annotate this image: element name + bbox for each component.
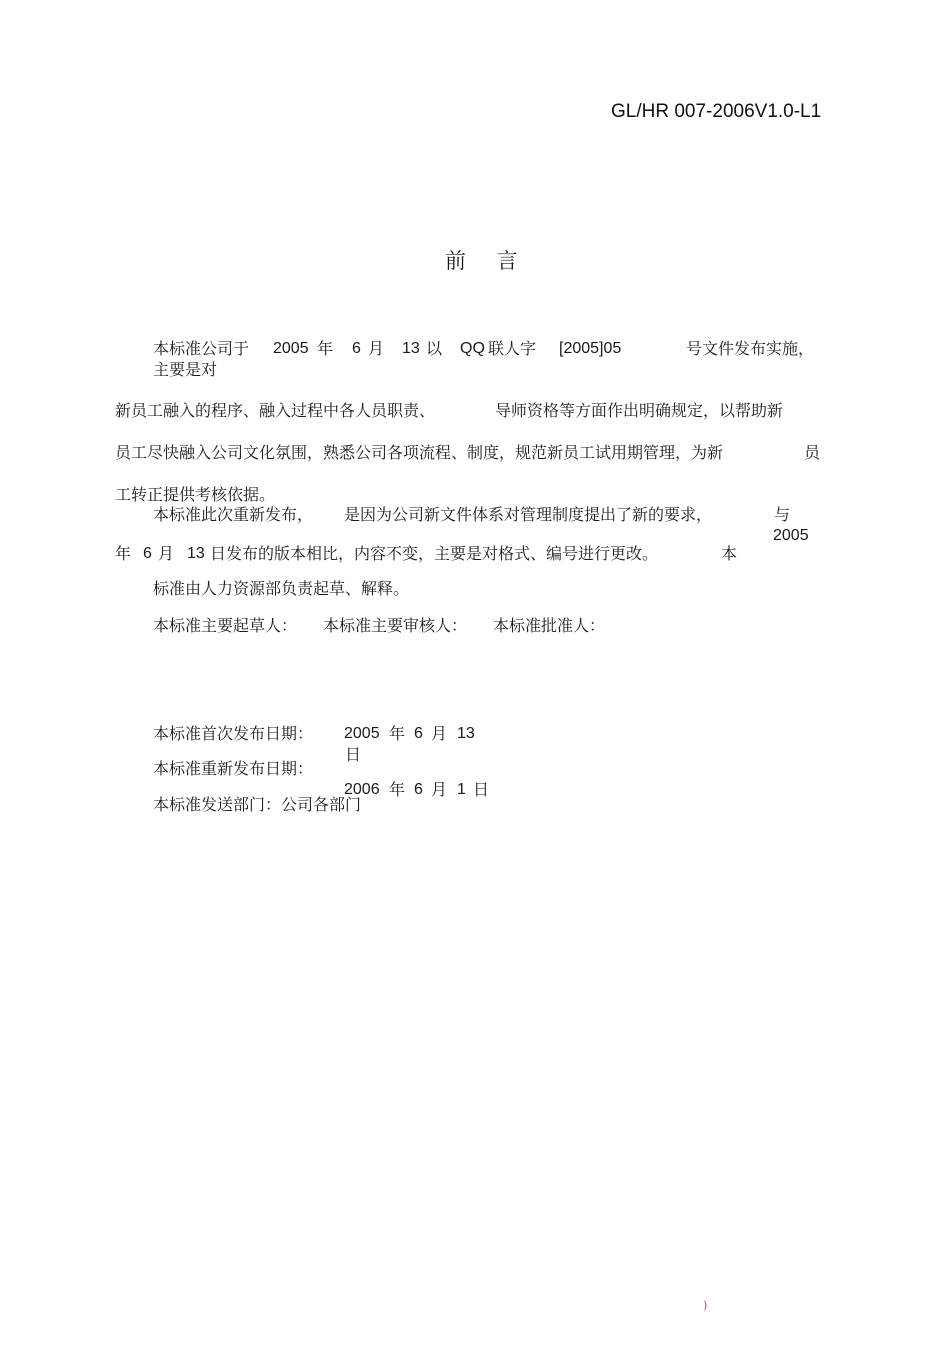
para2-line-1a: 本标准此次重新发布， xyxy=(153,505,314,524)
first-release-month: 6 xyxy=(414,725,423,742)
para2-month-unit: 月 xyxy=(158,544,175,563)
para1-qq: QQ xyxy=(460,340,485,357)
para2-line-2f: 本 xyxy=(721,544,738,563)
re-release-day-unit: 日 xyxy=(473,780,490,799)
page-footer-mark: ) xyxy=(703,1299,708,1312)
first-release-month-unit: 月 xyxy=(431,724,448,743)
page-title: 前 言 xyxy=(445,249,530,273)
reviewer-label: 本标准主要审核人： xyxy=(323,616,468,635)
re-release-year: 2006 xyxy=(344,781,380,798)
para2-year-unit: 年 xyxy=(115,544,132,563)
re-release-day: 1 xyxy=(457,781,466,798)
first-release-year-unit: 年 xyxy=(389,724,406,743)
re-release-year-unit: 年 xyxy=(389,780,406,799)
para2-line-3: 标准由人力资源部负责起草、解释。 xyxy=(153,579,410,598)
para1-year: 2005 xyxy=(273,340,309,357)
para1-year-unit: 年 xyxy=(317,339,334,358)
para1-line-3b: 导师资格等方面作出明确规定，以帮助新 xyxy=(495,401,784,420)
para1-doc-type: 联人字 xyxy=(488,339,537,358)
first-release-year: 2005 xyxy=(344,725,380,742)
para1-doc-number: [2005]05 xyxy=(559,340,622,357)
drafter-label: 本标准主要起草人： xyxy=(153,616,298,635)
para1-line-4a: 员工尽快融入公司文化氛围，熟悉公司各项流程、制度，规范新员工试用期管理，为新 xyxy=(115,443,724,462)
para1-month: 6 xyxy=(352,340,361,357)
para1-day: 13 xyxy=(402,340,420,357)
para2-year: 2005 xyxy=(773,527,809,544)
distribution-label: 本标准发送部门：公司各部门 xyxy=(153,795,362,814)
para1-line-3a: 新员工融入的程序、融入过程中各人员职责、 xyxy=(115,401,436,420)
para1-month-unit: 月 xyxy=(368,339,385,358)
para1-line-4b: 员 xyxy=(804,443,821,462)
para2-line-1c: 与 xyxy=(774,505,791,524)
para2-line-1b: 是因为公司新文件体系对管理制度提出了新的要求， xyxy=(344,505,713,524)
first-release-day: 13 xyxy=(457,725,475,742)
para1-line-5: 工转正提供考核依据。 xyxy=(115,485,276,504)
first-release-day-unit: 日 xyxy=(345,745,362,764)
para2-month: 6 xyxy=(143,545,152,562)
re-release-month: 6 xyxy=(414,781,423,798)
para1-text: 本标准公司于 xyxy=(153,339,250,358)
para2-day: 13 xyxy=(187,545,205,562)
approver-label: 本标准批准人： xyxy=(493,616,606,635)
re-release-month-unit: 月 xyxy=(431,780,448,799)
first-release-label: 本标准首次发布日期： xyxy=(153,724,314,743)
para1-text-yi: 以 xyxy=(426,339,443,358)
para1-line-2: 主要是对 xyxy=(153,360,218,379)
document-code: GL/HR 007-2006V1.0-L1 xyxy=(611,101,822,122)
para2-line-2e: 日发布的版本相比，内容不变，主要是对格式、编号进行更改。 xyxy=(210,544,659,563)
re-release-label: 本标准重新发布日期： xyxy=(153,759,314,778)
para1-text-release: 号文件发布实施， xyxy=(686,339,815,358)
